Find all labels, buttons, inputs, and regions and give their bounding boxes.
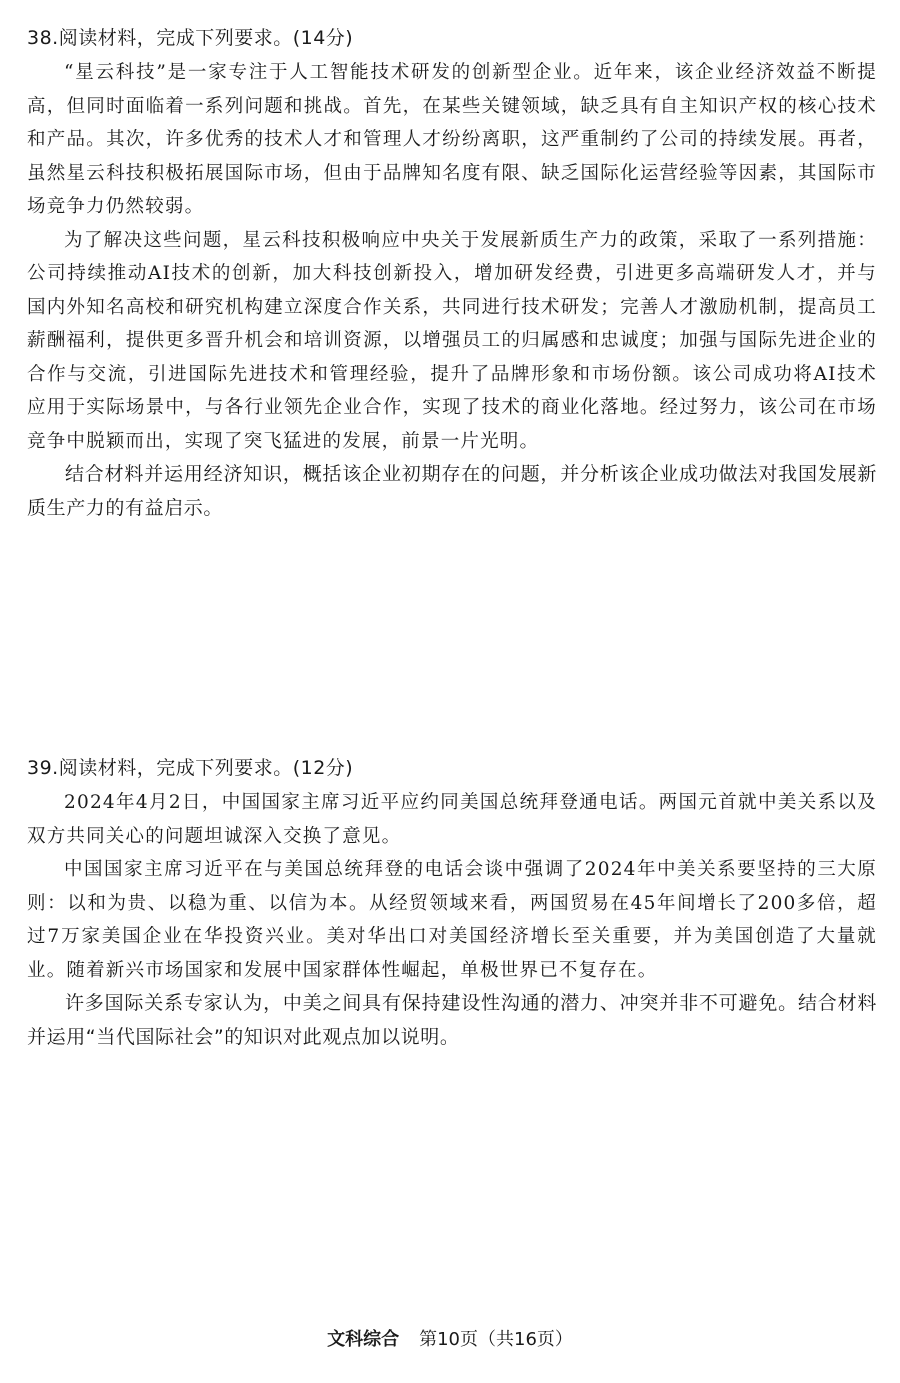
question-39-material-paragraph-1: 2024年4月2日，中国国家主席习近平应约同美国总统拜登通电话。两国元首就中美关系以及双方共同关心的问题坦诚深入交换了意见。 bbox=[27, 792, 877, 847]
question-39-material-paragraph-2: 中国国家主席习近平在与美国总统拜登的电话会谈中强调了2024年中美关系要坚持的三大原则：以和为贵、以稳为重、以信为本。从经贸领域来看，两国贸易在45年间增长了200多倍，超过7万家美国企业在华投资兴业。美对华出口对美国经济增长至关重要，并为美国创造了大量就业。随着新兴市场国家和发展中国家群体性崛起，单极世界已不复存在。 bbox=[27, 859, 877, 981]
question-38-material-paragraph-1: “星云科技”是一家专注于人工智能技术研发的创新型企业。近年来，该企业经济效益不断提高，但同时面临着一系列问题和挑战。首先，在某些关键领域，缺乏具有自主知识产权的核心技术和产品。其次，许多优秀的技术人才和管理人才纷纷离职，这严重制约了公司的持续发展。再者，虽然星云科技积极拓展国际市场，但由于品牌知名度有限、缺乏国际化运营经验等因素，其国际市场竞争力仍然较弱。 bbox=[27, 62, 877, 217]
question-39 bbox=[27, 752, 877, 1054]
question-38-requirement: 结合材料并运用经济知识，概括该企业初期存在的问题，并分析该企业成功做法对我国发展新质生产力的有益启示。 bbox=[27, 463, 877, 519]
question-38-material-paragraph-2: 为了解决这些问题，星云科技积极响应中央关于发展新质生产力的政策，采取了一系列措施：公司持续推动AI技术的创新，加大科技创新投入，增加研发经费，引进更多高端研发人才，并与国内外知名高校和研究机构建立深度合作关系，共同进行技术研发；完善人才激励机制，提高员工薪酬福利，提供更多晋升机会和培训资源，以增强员工的归属感和忠诚度；加强与国际先进企业的合作与交流，引进国际先进技术和管理经验，提升了品牌形象和市场份额。该公司成功将AI技术应用于实际场景中，与各行业领先企业合作，实现了技术的商业化落地。经过努力，该公司在市场竞争中脱颖而出，实现了突飞猛进的发展，前景一片光明。 bbox=[27, 229, 877, 452]
question-39-requirement: 许多国际关系专家认为，中美之间具有保持建设性沟通的潜力、冲突并非不可避免。结合材料并运用“当代国际社会”的知识对此观点加以说明。 bbox=[27, 992, 877, 1048]
footer-page-number: 第10页（共16页） bbox=[419, 1329, 573, 1350]
question-38-title: 38.阅读材料，完成下列要求。(14分) bbox=[27, 27, 354, 49]
page-footer bbox=[0, 1326, 900, 1354]
question-39-title: 39.阅读材料，完成下列要求。(12分) bbox=[27, 757, 354, 779]
footer-subject: 文科综合 bbox=[327, 1329, 400, 1350]
question-38 bbox=[27, 22, 877, 525]
